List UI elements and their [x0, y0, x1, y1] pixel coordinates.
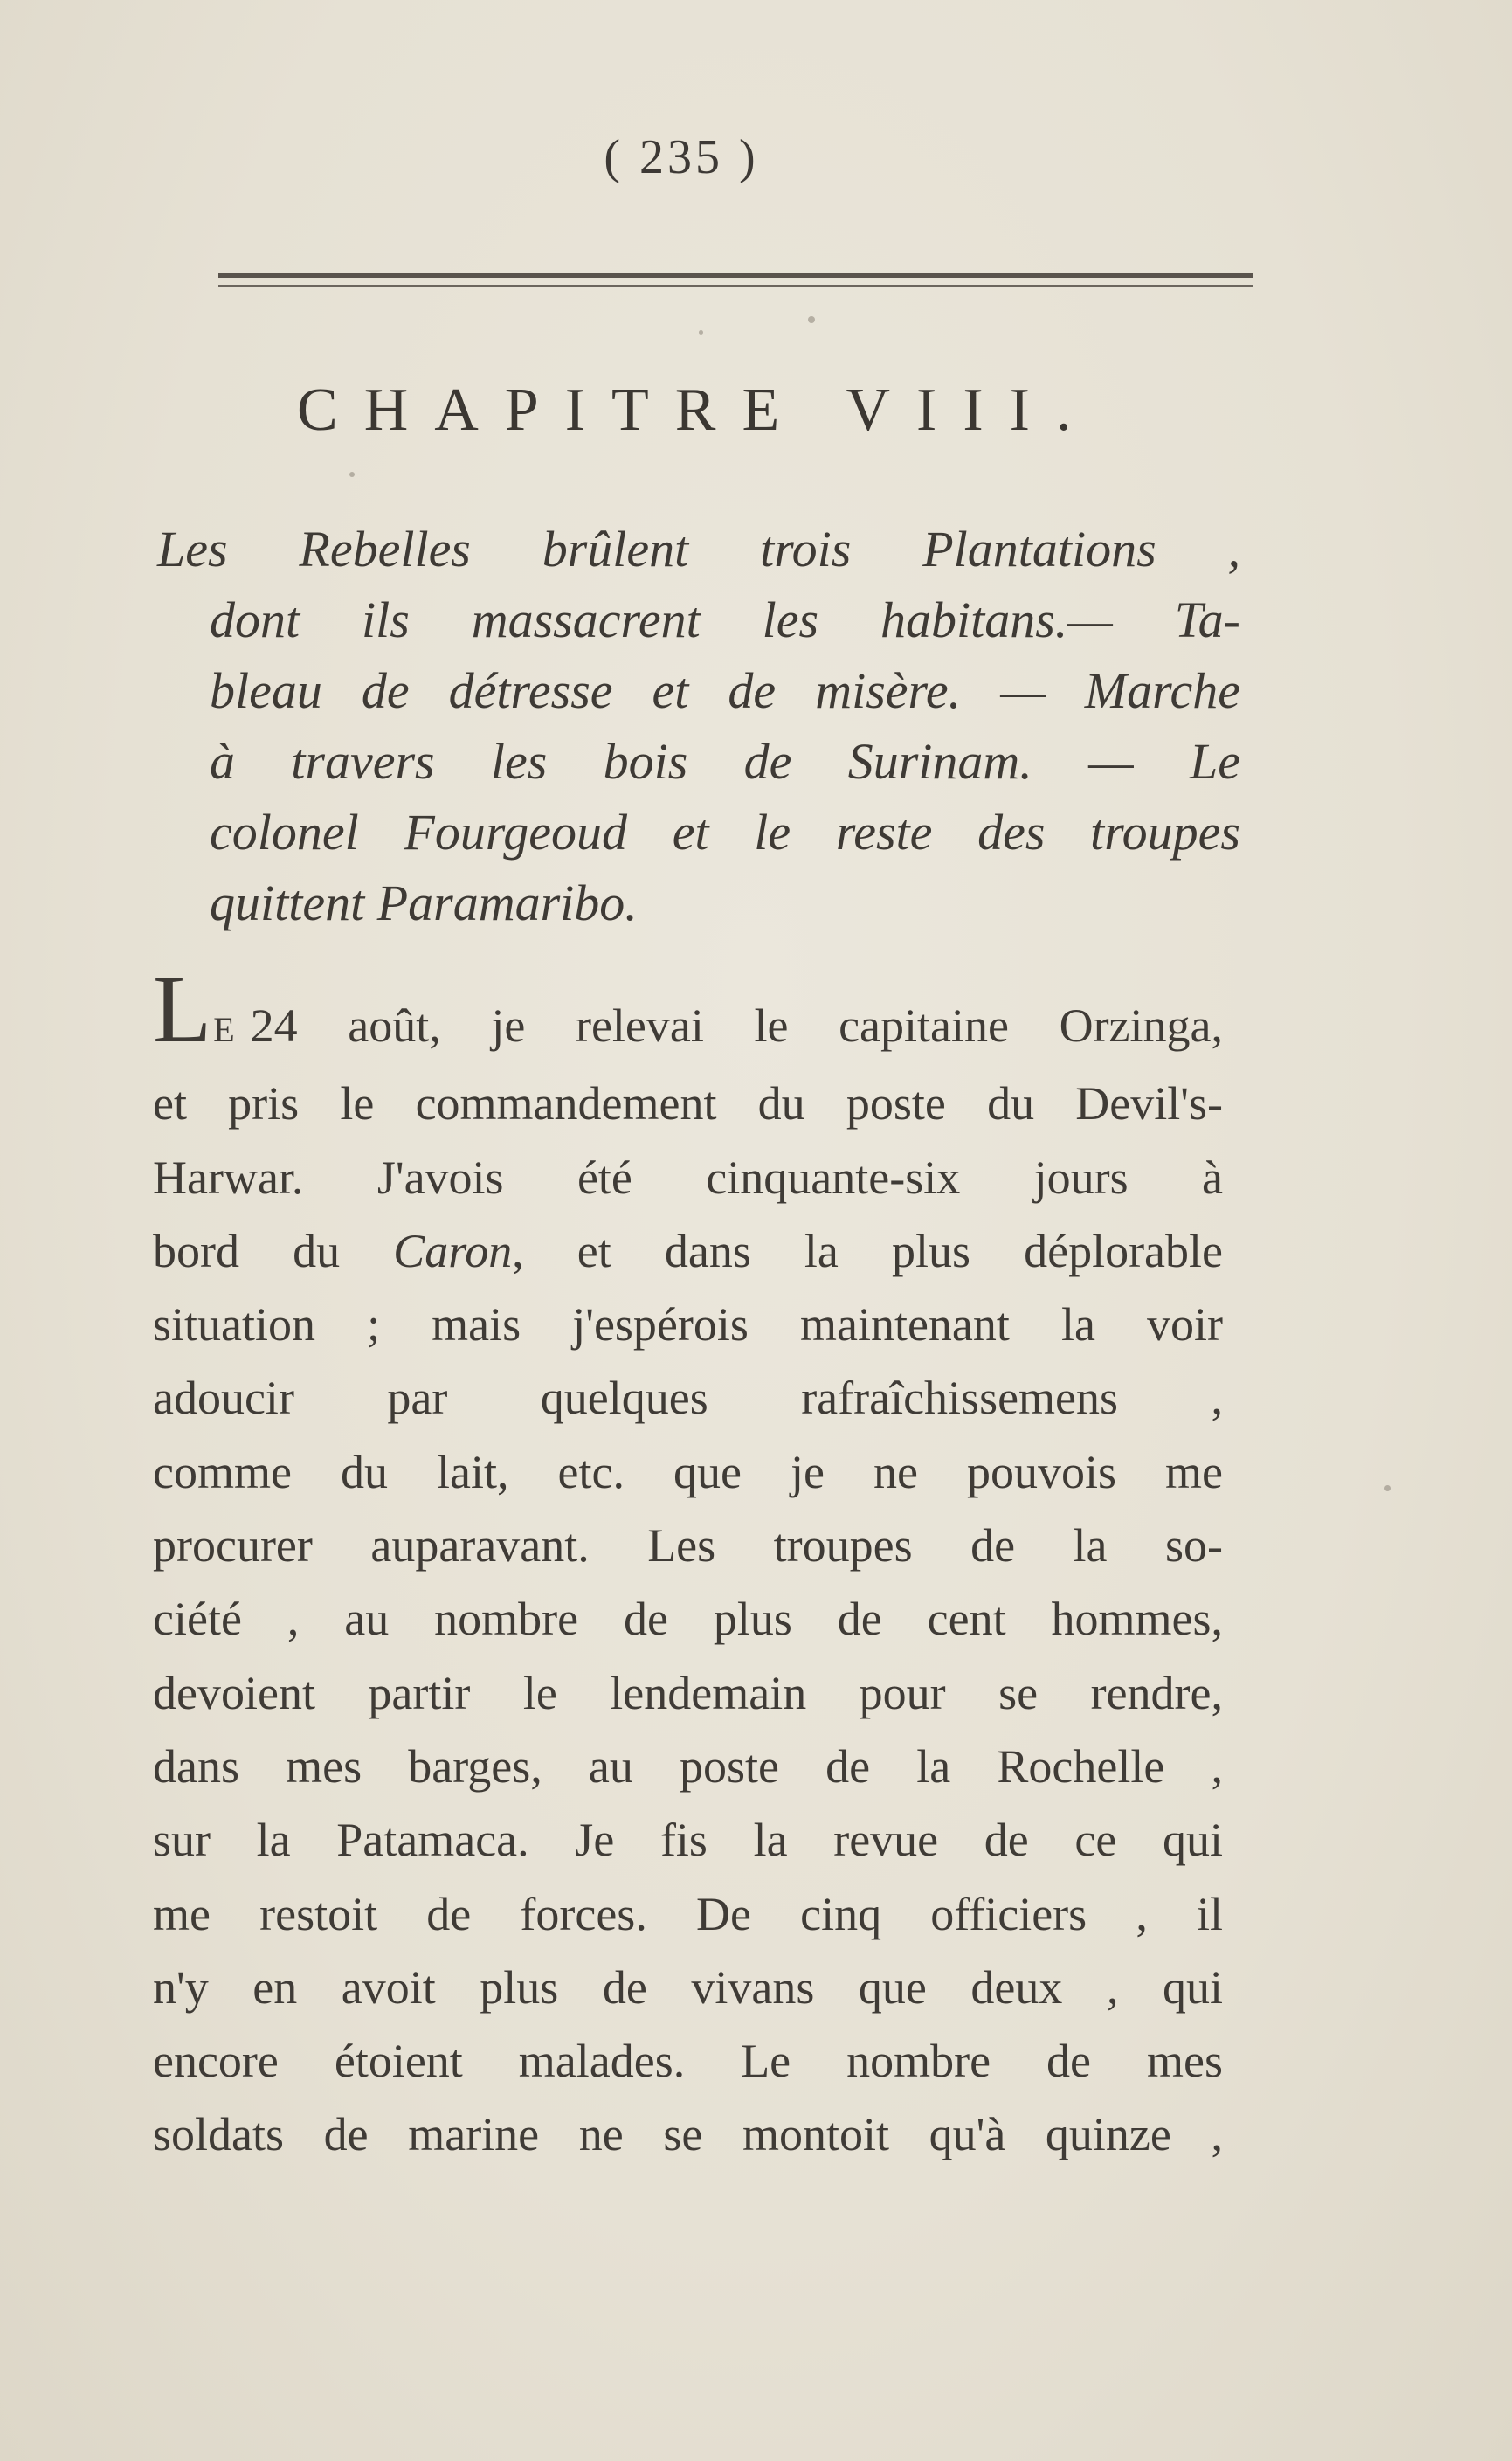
- body-line: me restoit de forces. De cinq officiers , il: [153, 1887, 1223, 1940]
- body-line: ciété , au nombre de plus de cent hommes,: [153, 1593, 1223, 1646]
- chapter-summary: [157, 514, 1240, 938]
- summary-line: colonel Fourgeoud et le reste des troupes: [210, 804, 1240, 861]
- body-line: situation ; mais j'espérois maintenant la voir: [153, 1298, 1223, 1351]
- paper-speck: [349, 472, 355, 477]
- paper-speck: [699, 330, 703, 335]
- body-line: soldats de marine ne se montoit qu'à quinze ,: [153, 2108, 1223, 2161]
- body-line-italic: [153, 1214, 1223, 1288]
- paper-speck: [808, 316, 815, 323]
- summary-line: bleau de détresse et de misère. — Marche: [210, 662, 1240, 719]
- ship-name: Caron: [393, 1224, 513, 1277]
- body-line: et pris le commandement du poste du Devil's-: [153, 1077, 1223, 1130]
- body-line: encore étoient malades. Le nombre de mes: [153, 2035, 1223, 2088]
- summary-line: à travers les bois de Surinam. — Le: [210, 733, 1240, 790]
- summary-line: Les Rebelles brûlent trois Plantations ,: [157, 521, 1240, 577]
- header-rule-thin: [218, 285, 1253, 287]
- summary-line: dont ils massacrent les habitans.— Ta-: [210, 591, 1240, 648]
- header-rule-thick: [218, 273, 1253, 278]
- body-text: [153, 956, 1223, 2172]
- body-line: devoient partir le lendemain pour se rendre,: [153, 1666, 1223, 1719]
- body-line: comme du lait, etc. que je ne pouvois me: [153, 1445, 1223, 1498]
- body-line: sur la Patamaca. Je fis la revue de ce qui: [153, 1814, 1223, 1867]
- summary-line: quittent Paramaribo.: [210, 874, 638, 931]
- body-line: adoucir par quelques rafraîchissemens ,: [153, 1372, 1223, 1425]
- drop-cap: L: [153, 956, 214, 1062]
- body-line-text: 24 août, je relevai le capitaine Orzinga,: [250, 999, 1223, 1052]
- body-line-first: [153, 956, 1223, 1067]
- paper-speck: [1384, 1485, 1391, 1491]
- page-number: ( 235 ): [604, 130, 759, 184]
- body-text-fragment: bord du: [153, 1224, 394, 1277]
- body-line: dans mes barges, au poste de la Rochelle ,: [153, 1739, 1223, 1793]
- small-cap: E: [213, 1010, 238, 1049]
- chapter-title: CHAPITRE VIII.: [297, 377, 1098, 444]
- body-text-fragment: , et dans la plus déplorable: [512, 1224, 1223, 1277]
- body-line: n'y en avoit plus de vivans que deux , qui: [153, 1960, 1223, 2014]
- body-line: procurer auparavant. Les troupes de la so-: [153, 1519, 1223, 1573]
- body-line: Harwar. J'avois été cinquante-six jours à: [153, 1151, 1223, 1204]
